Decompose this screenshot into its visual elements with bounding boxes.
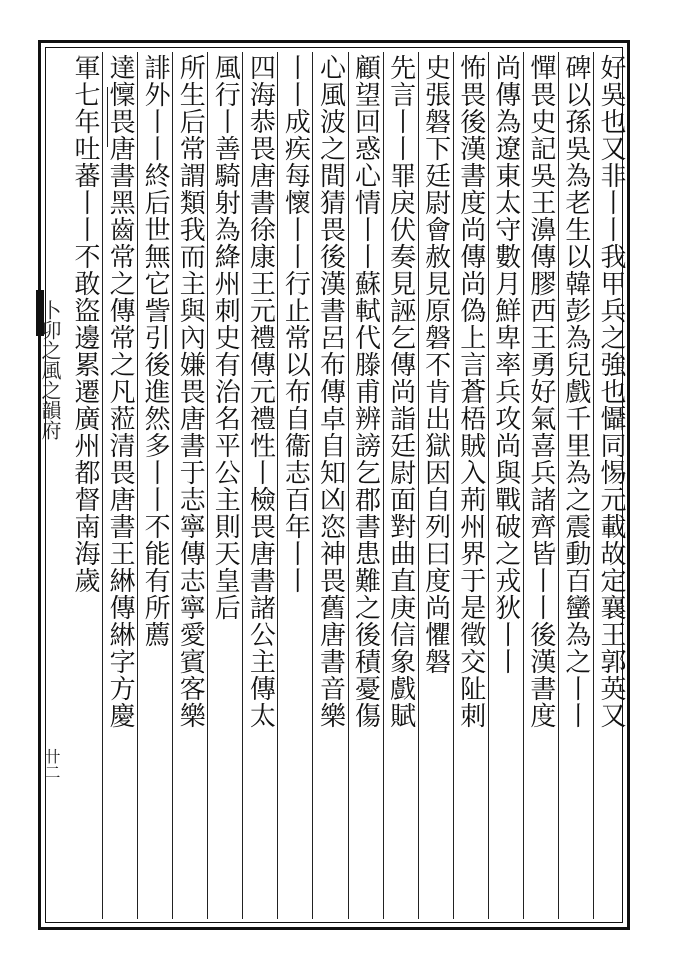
left-margin <box>0 0 36 967</box>
column-text: 達懍畏唐書黑齒常之傳常之凡蒞清畏唐書王綝傳綝字方慶 <box>105 54 136 729</box>
column-text: 碑以孫吳為老生以韓彭為兒戲千里為之震動百蠻為之丨丨 <box>560 54 591 729</box>
column-text: 顧望回惑心情丨丨蘇軾代滕甫辨謗乞郡書患難之後積憂傷 <box>350 54 381 729</box>
column-text: 誹外丨丨終后世無它訾引後進然多丨丨不能有所薦 <box>140 54 171 648</box>
column-text: 四海恭畏唐書徐康王元禮傳元禮性丨檢畏唐書諸公主傳太 <box>245 54 276 729</box>
text-column <box>277 52 312 919</box>
margin-book-title: 卜卯之風之韻府 <box>38 300 62 440</box>
column-text: 史張磐下廷尉會赦見原磐不肯出獄因自列曰度尚懼磐 <box>420 54 451 675</box>
column-text: 好吳也又非丨丨我甲兵之強也懾同惕元載故定襄王郭英又 <box>595 54 626 729</box>
margin-page-number: 卄二 <box>42 748 61 780</box>
text-column <box>102 52 137 919</box>
text-column <box>312 52 347 919</box>
column-text: 心風波之間猜畏後漢書呂布傳卓自知凶恣神畏舊唐書音樂 <box>315 54 346 729</box>
text-column <box>68 52 102 919</box>
text-column <box>453 52 488 919</box>
text-column <box>348 52 383 919</box>
column-text: 尚傳為遼東太守數月鮮卑率兵攻尚與戰破之戎狄丨丨 <box>490 54 521 675</box>
column-text: 憚畏史記吳王濞傳膠西王勇好氣喜兵諸齊皆丨丨後漢書度 <box>525 54 556 729</box>
column-text: 軍七年吐蕃丨丨不敢盜邊累遷廣州都督南海歲 <box>70 54 101 594</box>
text-column <box>383 52 418 919</box>
column-text: 先言丨丨罪戾伏奏見誣乞傳尚詣廷尉面對曲直庚信象戲賦 <box>385 54 416 729</box>
text-columns <box>68 52 628 919</box>
text-column <box>523 52 558 919</box>
text-column <box>207 52 242 919</box>
column-text: 怖畏後漢書度尚傳尚偽上言蒼梧賊入荊州界于是徵交阯刺 <box>455 54 486 729</box>
text-column <box>593 52 628 919</box>
text-column <box>242 52 277 919</box>
column-text: 風行丨善騎射為絳州刺史有治名平公主則天皇后 <box>210 54 241 621</box>
column-text: 所生后常謂類我而主與內嫌畏唐書于志寧傳志寧愛賓客樂 <box>175 54 206 729</box>
column-text: 丨丨成疾每懷丨丨行止常以布自衞志百年丨丨 <box>280 54 311 594</box>
text-column <box>418 52 453 919</box>
text-column <box>488 52 523 919</box>
text-column <box>172 52 207 919</box>
text-column <box>137 52 172 919</box>
text-column <box>558 52 593 919</box>
